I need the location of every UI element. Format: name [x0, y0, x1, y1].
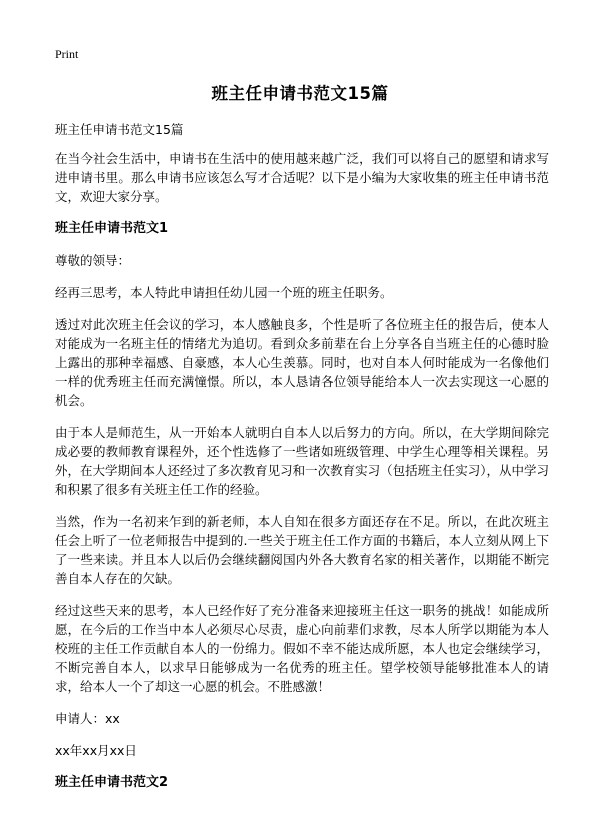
- body-paragraph: 当然，作为一名初来乍到的新老师，本人自知在很多方面还存在不足。所以，在此次班主任会上听了一位老师报告中提到的.一些关于班主任工作方面的书籍后，本人立刻从网上下了一些来读。并且本人以后仍会继续翻阅国内外各大教育名家的相关著作，以期能不断完善自本人存在的欠缺。: [55, 514, 549, 586]
- subtitle: 班主任申请书范文15篇: [55, 122, 184, 137]
- date-line: xx年xx月xx日: [55, 743, 137, 758]
- print-label[interactable]: Print: [55, 47, 79, 61]
- body-paragraph: 经再三思考，本人特此申请担任幼儿园一个班的班主任职务。: [55, 285, 393, 300]
- section-heading-1: 班主任申请书范文1: [55, 221, 169, 236]
- document-body: [55, 120, 549, 805]
- intro-paragraph: 在当今社会生活中，申请书在生活中的使用越来越广泛，我们可以将自己的愿望和请求写进申请书里。那么申请书应该怎么写才合适呢？以下是小编为大家收集的班主任申请书范文，欢迎大家分享。: [55, 151, 549, 204]
- salutation: 尊敬的领导：: [55, 253, 131, 268]
- document-title: 班主任申请书范文15篇: [211, 84, 389, 103]
- applicant-line: 申请人：xx: [55, 711, 120, 726]
- body-paragraph: 由于本人是师范生，从一开始本人就明白自本人以后努力的方向。所以，在大学期间除完成必要的教师教育课程外，还个性选修了一些诸如班级管理、中学生心理等相关课程。另外，在大学期间本人还经过了多次教育见习和一次教育实习（包括班主任实习），从中学习和积累了很多有关班主任工作的经验。: [55, 425, 549, 497]
- section-heading-2: 班主任申请书范文2: [55, 775, 169, 790]
- body-paragraph: 经过这些天来的思考，本人已经作好了充分准备来迎接班主任这一职务的挑战！如能成所愿，在今后的工作当中本人必须尽心尽责，虚心向前辈们求教，尽本人所学以期能为本人校班的主任工作贡献自本人的一份绵力。假如不幸不能达成所愿，本人也定会继续学习，不断完善自本人，以求早日能够成为一名优秀的班主任。望学校领导能够批准本人的请求，给本人一个了却这一心愿的机会。不胜感激！: [55, 603, 549, 694]
- body-paragraph: 透过对此次班主任会议的学习，本人感触良多，个性是听了各位班主任的报告后，使本人对能成为一名班主任的情绪尤为追切。看到众多前辈在台上分享各自当班主任的心德时脸上露出的那种幸福感、自豪感，本人心生羡慕。同时，也对自本人何时能成为一名像他们一样的优秀班主任而充满憧憬。所以，本人恳请各位领导能给本人一次去实现这一心愿的机会。: [55, 317, 549, 408]
